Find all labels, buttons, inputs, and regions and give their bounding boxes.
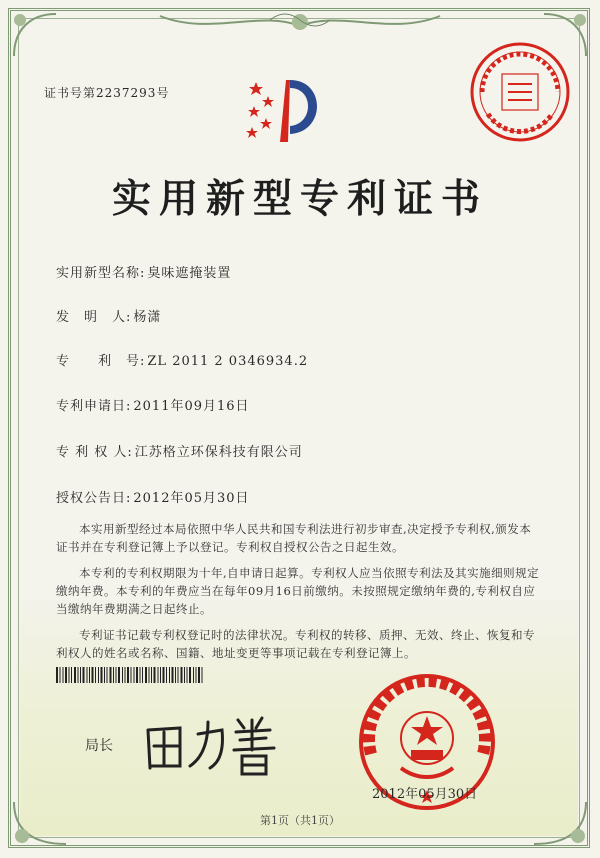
barcode-bar [149, 667, 150, 683]
barcode-bar [122, 667, 123, 683]
field-value: 2011年09月16日 [133, 399, 250, 414]
barcode-bar [198, 667, 200, 683]
certificate-number: 证书号第2237293号 [44, 86, 170, 100]
barcode-bar [172, 667, 174, 683]
barcode-bar [196, 667, 197, 683]
barcode-bar [151, 667, 152, 683]
barcode-bar [110, 667, 112, 683]
field-value: 杨潇 [133, 310, 162, 325]
barcode-bar [187, 667, 188, 683]
legal-status-statement: 专利证书记载专利权登记时的法律状况。专利权的转移、质押、无效、终止、恢复和专利权人的姓名或名称、国籍、地址变更等事项记载在专利登记簿上。 [56, 627, 535, 660]
page-indicator: 第1页（共1页） [260, 814, 340, 827]
barcode-bar [56, 667, 58, 683]
barcode-bar [166, 667, 167, 683]
barcode-bar [169, 667, 170, 683]
barcode-bar [131, 667, 132, 683]
term-statement: 本专利的专利权期限为十年,自申请日起算。专利权人应当依照专利法及其实施细则规定缴纳年费。本专利的年费应当在每年09月16日前缴纳。未按照规定缴纳年费的,专利权自应当缴纳年费期满之日起终止。 [56, 565, 540, 616]
director-label: 局长 [85, 738, 113, 754]
field-grant-date [56, 487, 250, 506]
barcode-bar [163, 667, 165, 683]
barcode-bar [104, 667, 105, 683]
barcode-bar [60, 667, 61, 683]
issue-date: 2012年05月30日 [372, 787, 478, 802]
barcode-bar [118, 667, 120, 683]
patent-office-logo-icon [246, 72, 326, 150]
tax-stamp-seal-icon [468, 40, 572, 144]
field-value: ZL 2011 2 0346934.2 [147, 354, 309, 369]
barcode-bar [101, 667, 103, 683]
barcode-bar [142, 667, 143, 683]
barcode-bar [160, 667, 161, 683]
barcode-bar [193, 667, 194, 683]
barcode-bar [87, 667, 88, 683]
barcode-bar [184, 667, 185, 683]
barcode-bar [189, 667, 191, 683]
barcode-bar [71, 667, 72, 683]
field-value: 江苏格立环保科技有限公司 [134, 445, 303, 460]
barcode-bar [145, 667, 147, 683]
barcode-bar [74, 667, 76, 683]
barcode-bar [65, 667, 67, 683]
barcode-bar [181, 667, 183, 683]
field-patent-number [56, 350, 308, 369]
barcode-bar [125, 667, 126, 683]
field-application-date [56, 395, 250, 414]
field-label: 专 利 号: [56, 354, 146, 369]
barcode-bar [78, 667, 79, 683]
field-label: 专 利 权 人: [56, 445, 133, 460]
certificate-title: 实用新型专利证书 [111, 176, 488, 222]
barcode-bar [136, 667, 138, 683]
field-label: 实用新型名称: [56, 266, 146, 281]
corner-ornament-icon [10, 10, 60, 60]
barcode-bar [69, 667, 70, 683]
top-ornament-icon [150, 8, 450, 38]
barcode-bar [175, 667, 176, 683]
barcode-bar [92, 667, 94, 683]
field-patentee [56, 441, 303, 460]
barcode-bar [107, 667, 108, 683]
field-label: 授权公告日: [56, 491, 132, 506]
barcode-bar [154, 667, 156, 683]
barcode-bar [89, 667, 90, 683]
field-utility-model-name [56, 262, 231, 281]
field-label: 发 明 人: [56, 310, 132, 325]
barcode-bar [98, 667, 99, 683]
barcode-bar [140, 667, 141, 683]
barcode-bar [83, 667, 85, 683]
field-value: 臭味遮掩装置 [147, 266, 232, 281]
barcode-bar [127, 667, 129, 683]
field-inventor [56, 306, 161, 325]
barcode-bar [80, 667, 81, 683]
barcode-bar [158, 667, 159, 683]
barcode-bar [178, 667, 179, 683]
director-signature-icon [140, 700, 290, 778]
barcode-bar [113, 667, 114, 683]
barcode-bar [134, 667, 135, 683]
barcode-bar [63, 667, 64, 683]
barcode-bar [95, 667, 96, 683]
barcode-bar [116, 667, 117, 683]
field-value: 2012年05月30日 [133, 491, 250, 506]
barcode-icon [56, 667, 204, 683]
grant-statement: 本实用新型经过本局依照中华人民共和国专利法进行初步审查,决定授予专利权,颁发本证书并在专利登记簿上予以登记。专利权自授权公告之日起生效。 [56, 521, 532, 554]
field-label: 专利申请日: [56, 399, 132, 414]
barcode-bar [202, 667, 203, 683]
